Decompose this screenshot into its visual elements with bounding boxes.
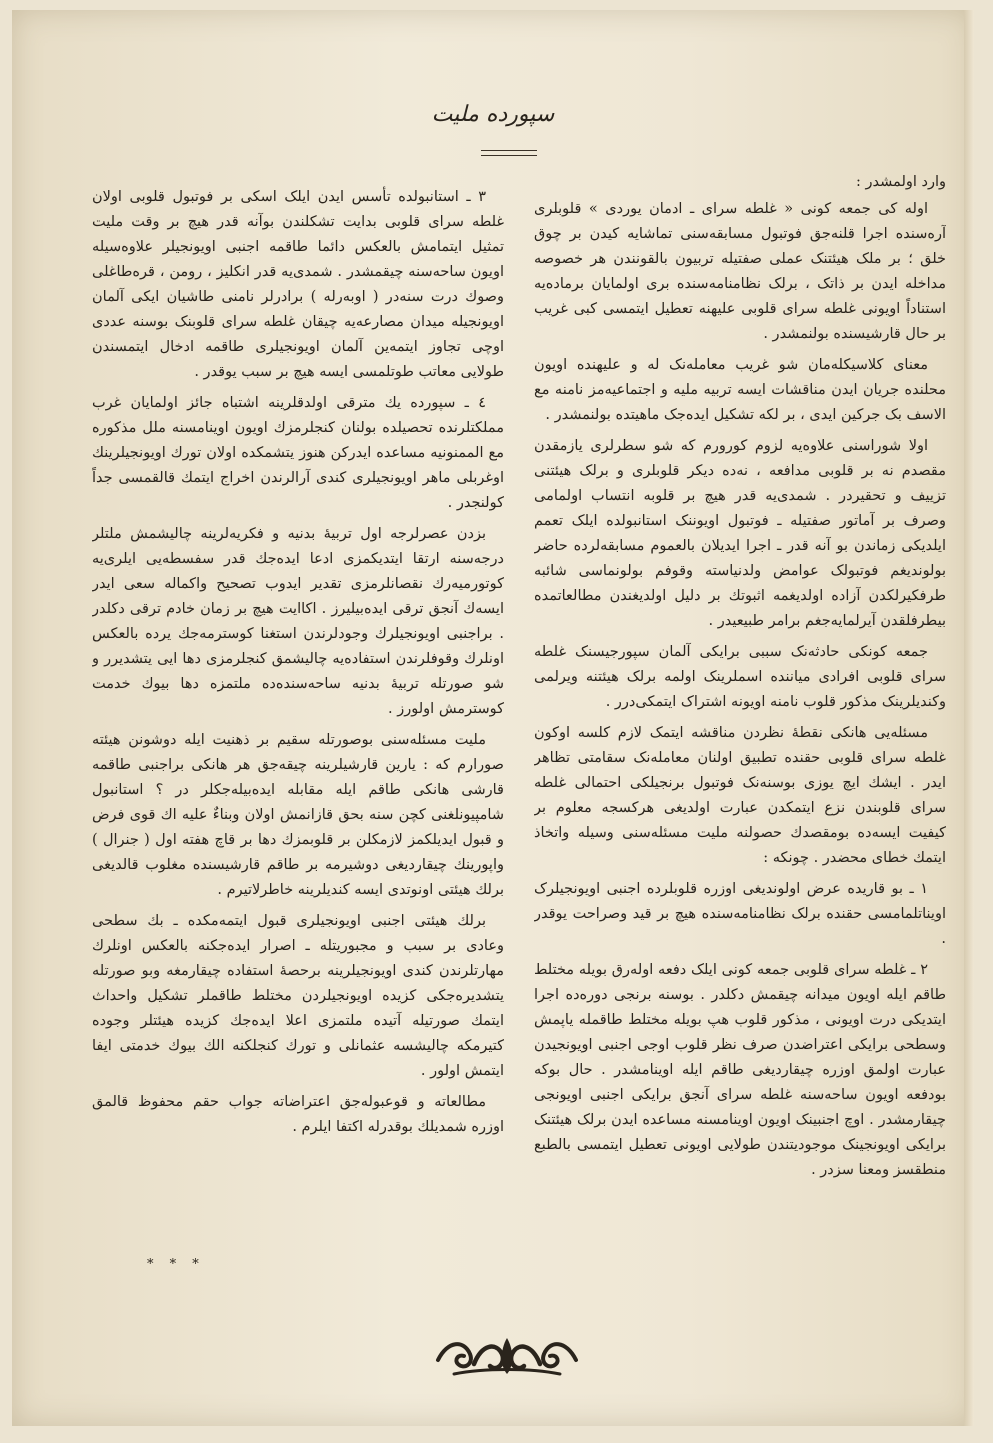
newspaper-page xyxy=(12,10,974,1426)
page-title: سپورده ملیت xyxy=(431,102,555,127)
paragraph: بزدن عصرلرجه اول تربیهٔ بدنیه و فکریه‌لرینه چالیشمش ملتلر درجه‌سنه ارتقا ایتدیکمزی ادعا ایده‌جك قدر سفسطه‌یی ایلری‌یه کوتورمیه‌رك نقصانلرمزی تقدیر ایدوب تصحیح واکماله سعی ایدر ایسه‌ك آنجق ترقی ایده‌بیلیرز . اکاایت هیچ بر زمان خادم ترقی دکلدر . براجنبی اویونجیلرك وجودلرندن استغنا کوسترمه‌جك یرده بالعکس اونلرك وقوفلرندن استفاده‌یه چالیشمق کنجلرمزی دها ایی یتشدیرر و شو صورتله تربیهٔ بدنیه ساحه‌سنده‌ده ملتمزه دها بیوك خدمت کوسترمش اولورز . xyxy=(92,526,504,717)
right-column xyxy=(534,170,946,1280)
closing-stars: * * * xyxy=(147,1257,205,1272)
column-heading: وارد اولمشدر : xyxy=(856,174,946,190)
paragraph: اوله کی جمعه کونی « غلطه سرای ـ ادمان یوردی » قلوبلری آره‌سنده اجرا قلنه‌جق فوتبول مسابقه‌سنی تماشایه کیدن بر چوق خلق ؛ بر ملک هیئتنک عملی صفتیله تربیون بالقونندن هر خصوصه مداخله ایدن بر ذاتک ، برلک نظامنامه‌سنده بری اولمایان برماده‌یه استناداً اویونی غلطه سرای قلوبی علیهنه تعطیل ایتمسی کبی غریب بر حال قارشیسنده بولنمشدر . xyxy=(534,201,946,342)
paragraph: ٣ ـ استانبولده تأسس ایدن ایلک اسکی بر فوتبول قلوبی اولان غلطه سرای قلوبی بدایت تشکلندن بوآنه قدر هیچ بر وقت ملیت تمثیل ایتمامش بالعکس دائما طاقمه اجنبی اویونجیلر علاوه‌سیله اویون ساحه‌سنه چیقمشدر . شمدی‌یه قدر انکلیز ، رومن ، قره‌طاغلی وصوك درت سنه‌در ( اوبه‌رله ) برادرلر نامنی طاشیان ایکی آلمان اویونجیله میدان مصارعه‌یه چیقان غلطه سرای قلوبنک بوسنه عددی اوچی تجاوز ایتمه‌ین آلمان اویونجیلری طاقمه ادخال ایتمسندن طولایی معاتب طوتلمسی ایسه هیچ بر سبب یوقدر . xyxy=(92,189,504,380)
paragraph: اولا شوراسنی علاوه‌یه لزوم کورورم که شو سطرلری یازمقدن مقصدم نه بر قلوبی مدافعه ، نه‌ده دیکر قلوبلری و برلک هیئتنی تزییف و تحقیردر . شمدی‌یه قدر هیچ بر قلوبه انتساب اولمامی وصرف بر آماتور صفتیله ـ فوتبول اویوننک استانبولده ایلک تعمم ایلدیکی زماندن بو آنه قدر ـ اجرا ایدیلان بالعموم مسابقه‌لرده حاضر بولوندیغم فوتبولک عوامض ولدنیاسته وقوفم بولونماسی شائبه طرفکیرلکدن آزاده اولدیغمه اثبوتك بر دلیل اولدیغندن مطالعاتمده بیطرفلقدن آیرلمایه‌جغم برامر طبیعیدر . xyxy=(534,438,946,629)
paragraph: ملیت مسئله‌سنی بوصورتله سقیم بر ذهنیت ایله دوشونن هیئته صورارم که : یارین قارشیلرینه چیقه‌جق هر هانکی براجنبی طاقمه قارشی هانکی طاقم ایله مقابله ایده‌بیله‌جکلر در ؟ استانبول شامپیونلغنی کچن سنه بحق قازانمش اولان وبناءٌ علیه اك قوی فرض و قبول ایدیلکمز لازمکلن بر قلوبمزك دها بر قاچ هفته اول ( جنرال ) واپورینك چیقاردیغی دوشیرمه بر طاقم قارشیسنده مغلوب قالدیغی برلك هیئتی اونوتدی ایسه کندیلرینه خاطرلاتیرم . xyxy=(92,732,504,898)
title-underline xyxy=(481,150,537,156)
paragraph: جمعه کونکی حادثه‌نک سببی برایکی آلمان سپورجیسنک غلطه سرای قلوبی افرادی میاننده اسملرینک اولمه برلک هیئتنه ویرلمی وکندیلرینک مذکور قلوب نامنه اویونه اشتراک ایتمکی‌درر . xyxy=(534,644,946,710)
paragraph: ١ ـ بو قاریده عرض اولوندیغی اوزره قلوبلرده اجنبی اویونجیلرک اویناتلمامسی حقنده برلک نظامنامه‌سنده هیچ بر قید وصراحت یوقدر . xyxy=(534,881,946,947)
left-column xyxy=(92,185,504,1295)
paragraph: معنای کلاسیکله‌مان شو غریب معامله‌نک له و علیهنده اویون محلنده جریان ایدن مناقشات ایسه تربیه ملیه و اجتماعیه‌مز نامنه مع الاسف بک جرکین ایدی ، بر لکه تشکیل ایده‌جک ماهیتده بولنمشدر . xyxy=(534,357,946,423)
paragraph: مطالعاته و قوعبوله‌جق اعتراضاته جواب حقم محفوظ قالمق اوزره شمدیلك بوقدرله اکتفا ایلرم . xyxy=(92,1094,504,1135)
paragraph: ٢ ـ غلطه سرای قلوبی جمعه کونی ایلک دفعه اوله‌رق بویله مختلط طاقم ایله اویون میدانه چیقمش دکلدر . بوسنه برنجی دوره‌ده اجرا ایتدیکی درت اویونی ، مذکور قلوب هپ بویله مختلط طاقمله یاپمش وسطحی برایکی اعتراضدن صرف نظر قلوب اوجی اجنبی اویونجیدن عبارت اولمق اوزره چیقاردیغی طاقم ایله اوینامشدر . حال بوکه بودفعه اویون ساحه‌سنه غلطه سرای آنجق برایکی اجنبی اویونجی چیقارمشدر . اوچ اجنبینک اویون اوینامسنه مساعده ایدن برلک هیئتنک برایکی اویونجینک موجودیتندن طولایی اویونی تعطیل ایتمسی بالطبع منطقسز ومعنا سزدر . xyxy=(534,962,946,1178)
ornament-icon xyxy=(434,1330,580,1380)
page-edge xyxy=(964,10,974,1426)
paragraph: برلك هیئتی اجنبی اویونجیلری قبول ایتمه‌مکده ـ بك سطحی وعادی بر سبب و مجبوریتله ـ اصرار ایده‌جکنه بالعکس اونلرك مهارتلرندن کندی اویونجیلرینه برحصهٔ استفاده چیقارمغه وبو صورتله یتشدیره‌جکی کزیده اویونجیلردن مختلط طاقملر تشکیل واحداث ایتمك صورتیله آتیده ملتمزی اعلا ایده‌جك کزیده هیئتلر وجوده کتیرمکه چالیشسه عثمانلی و تورك کنجلکنه الك بیوك خدمتی ایفا ایتمش اولور . xyxy=(92,913,504,1079)
paragraph: مسئله‌یی هانکی نقطهٔ نظردن مناقشه ایتمک لازم کلسه اوکون غلطه سرای قلوبی حقنده تطبیق اولنان معامله‌نک سقامتی تظاهر ایدر . ایشك ایچ یوزی بوسنه‌نک فوتبول برنجیلکی احتمالی غلطه سرای قلوبندن نزع ایتمکدن عبارت اولدیغی هرکسجه معلوم بر کیفیت ایسه‌ده بومقصدك حصولنه ملیت مسئله‌سنی وسیله واتخاذ ایتمك خطای محضدر . چونکه : xyxy=(534,725,946,866)
paragraph: ٤ ـ سپورده یك مترقی اولدقلرینه اشتباه جائز اولمایان غرب مملکتلرنده تحصیلده بولنان کنجلرمزك اویون اوینامسنه ملل مذکوره مع الممنونیه مساعده ایدرکن هنوز یتشمکده اولان تورك اویونجیلرینك اوغربلی ماهر اویونجیلری کندی آرالرندن اخراج ایتمك قالقمسی جداً کولنجدر . xyxy=(92,395,504,511)
